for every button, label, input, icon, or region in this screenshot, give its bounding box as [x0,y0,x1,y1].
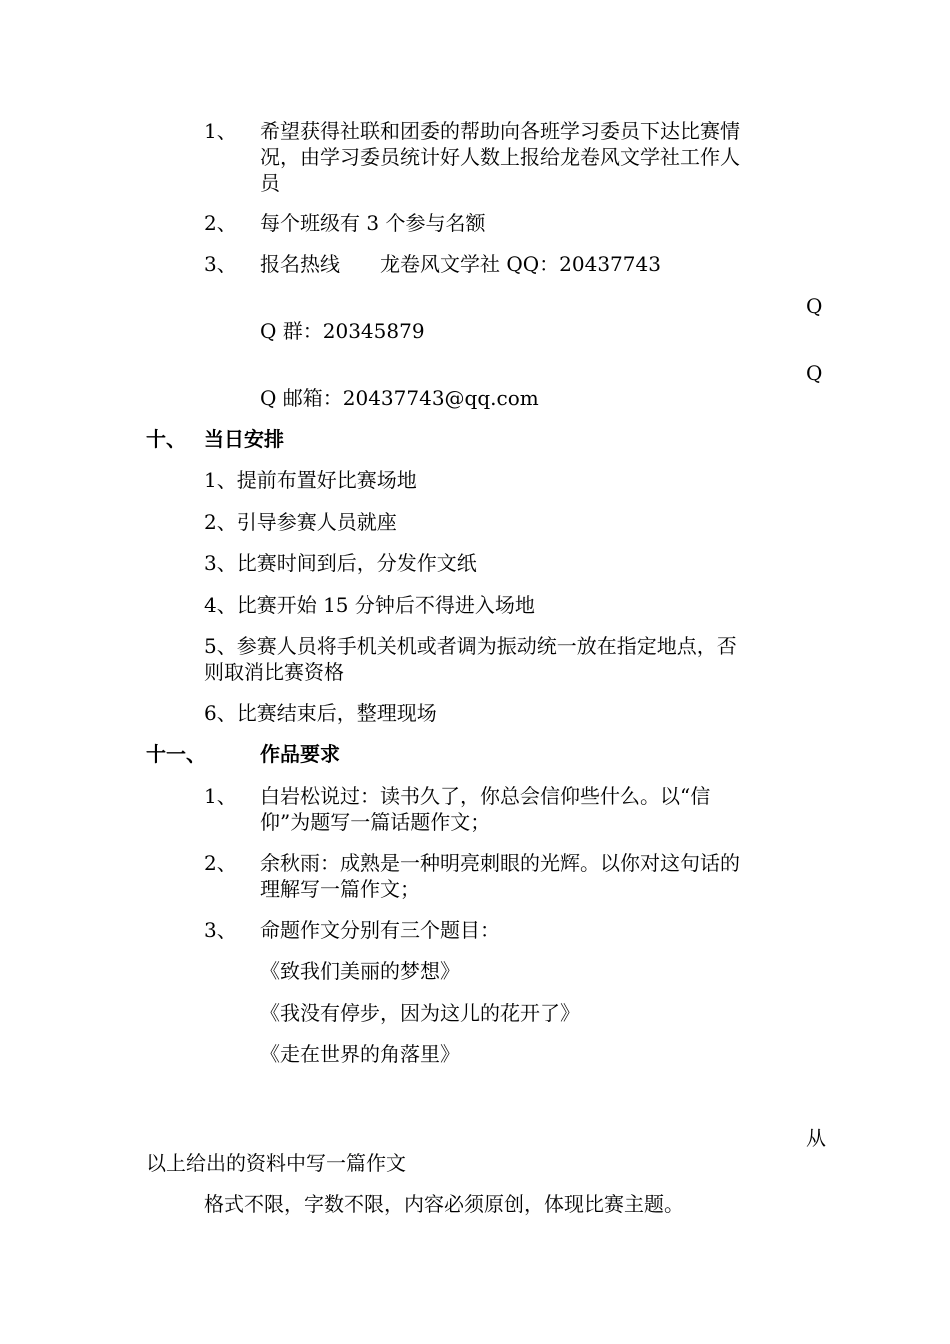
schedule-item-5-line-1: 5、参赛人员将手机关机或者调为振动统一放在指定地点，否 [204,634,737,658]
schedule-item-6: 6、比赛结束后，整理现场 [204,701,437,725]
reg-item-1-number: 1、 [204,119,237,143]
topic-1: 《致我们美丽的梦想》 [260,959,460,983]
section-10-title: 当日安排 [204,427,284,451]
choose-rest: 以上给出的资料中写一篇作文 [146,1151,406,1175]
qq-group: Q 群：20345879 [260,319,425,343]
format-note: 格式不限，字数不限，内容必须原创，体现比赛主题。 [204,1192,684,1216]
reg-item-1-line-1: 希望获得社联和团委的帮助向各班学习委员下达比赛情 [260,119,740,143]
choose-first-char: 从 [806,1126,826,1150]
reg-item-2-number: 2、 [204,211,237,235]
section-10-number: 十、 [146,427,186,451]
schedule-item-2: 2、引导参赛人员就座 [204,510,397,534]
section-11-number: 十一、 [146,742,206,766]
qq-mail: Q 邮箱：20437743@qq.com [260,386,539,410]
schedule-item-1: 1、提前布置好比赛场地 [204,468,417,492]
qq-mail-q: Q [806,361,823,385]
requirement-3-number: 3、 [204,918,237,942]
schedule-item-3: 3、比赛时间到后，分发作文纸 [204,551,477,575]
requirement-2-line-1: 余秋雨：成熟是一种明亮刺眼的光辉。以你对这句话的 [260,851,740,875]
requirement-3-line-1: 命题作文分别有三个题目： [260,918,500,942]
qq-group-q: Q [806,294,823,318]
section-11-title: 作品要求 [260,742,340,766]
topic-3: 《走在世界的角落里》 [260,1042,460,1066]
requirement-1-line-1: 白岩松说过：读书久了，你总会信仰些什么。以“信 [260,784,711,808]
schedule-item-4: 4、比赛开始 15 分钟后不得进入场地 [204,593,535,617]
reg-item-1-line-3: 员 [260,171,280,195]
reg-item-1-line-2: 况，由学习委员统计好人数上报给龙卷风文学社工作人 [260,145,740,169]
topic-2: 《我没有停步，因为这儿的花开了》 [260,1001,580,1025]
schedule-item-5-line-2: 则取消比赛资格 [204,660,344,684]
reg-item-2-line-1: 每个班级有 3 个参与名额 [260,211,486,235]
requirement-1-number: 1、 [204,784,237,808]
reg-item-3-number: 3、 [204,252,237,276]
requirement-2-number: 2、 [204,851,237,875]
requirement-1-line-2: 仰”为题写一篇话题作文； [260,810,491,834]
reg-item-3-line-1: 报名热线 龙卷风文学社 QQ：20437743 [260,252,661,276]
requirement-2-line-2: 理解写一篇作文； [260,877,420,901]
